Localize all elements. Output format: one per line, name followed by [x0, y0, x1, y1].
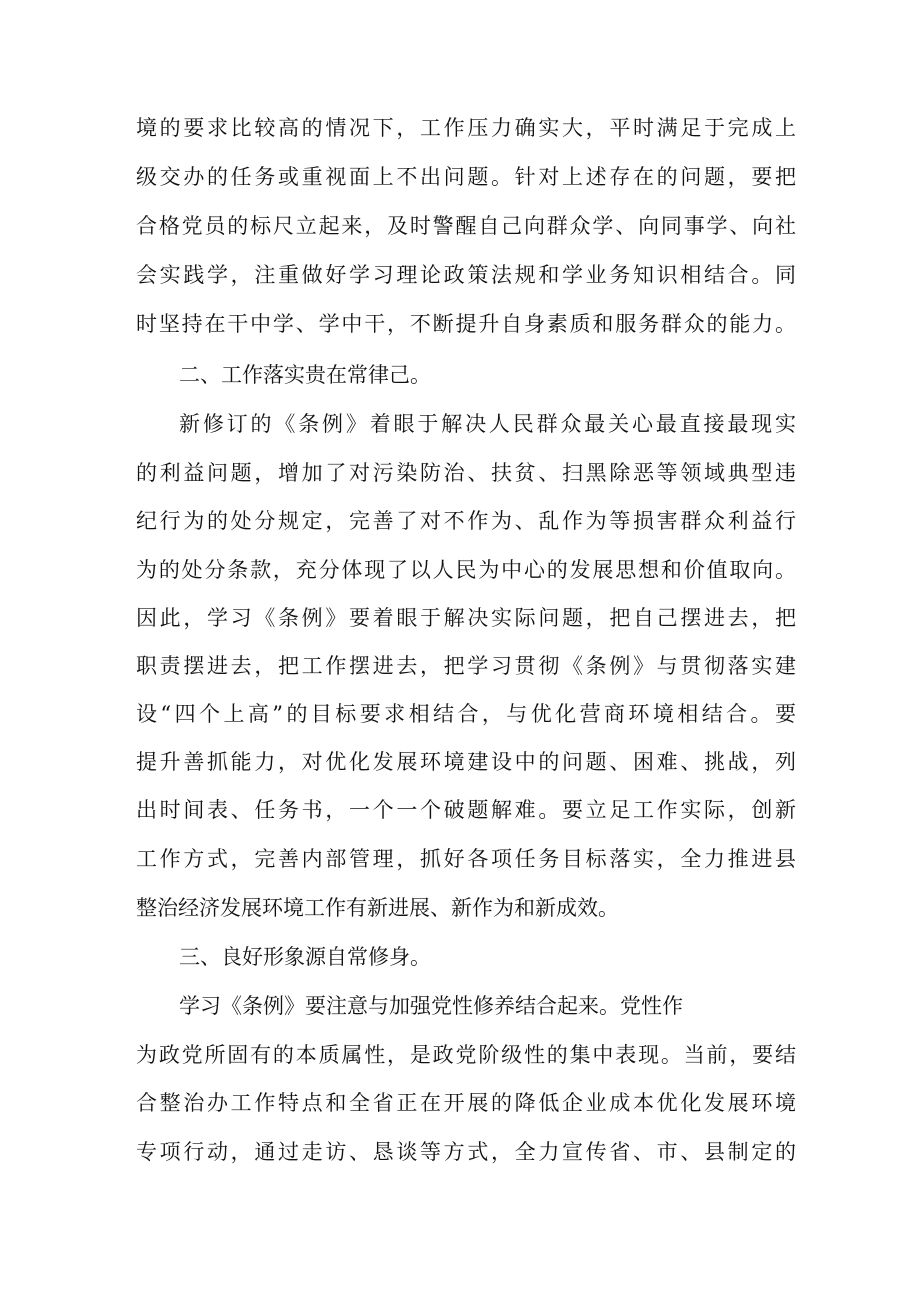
section-heading-2: 二、工作落实贵在常律己。	[179, 363, 431, 387]
paragraph-2-line-4: 为的处分条款，充分体现了以人民为中心的发展思想和价值取向。	[136, 558, 796, 582]
paragraph-2-line-7: 设“四个上高”的目标要求相结合，与优化营商环境相结合。要	[136, 702, 796, 726]
paragraph-1-line-3: 合格党员的标尺立起来，及时警醒自己向群众学、向同事学、向社	[136, 214, 796, 238]
paragraph-1-line-4: 会实践学，注重做好学习理论政策法规和学业务知识相结合。同	[136, 263, 796, 287]
paragraph-2-line-5: 因此，学习《条例》要着眼于解决实际问题，把自己摆进去，把	[136, 606, 796, 630]
paragraph-1-line-2: 级交办的任务或重视面上不出问题。针对上述存在的问题，要把	[136, 165, 796, 189]
paragraph-2-line-9: 出时间表、任务书，一个一个破题解难。要立足工作实际，创新	[136, 798, 796, 822]
paragraph-2-line-1: 新修订的《条例》着眼于解决人民群众最关心最直接最现实	[179, 412, 796, 436]
paragraph-3-line-2: 为政党所固有的本质属性，是政党阶级性的集中表现。当前，要结	[136, 1043, 796, 1067]
paragraph-3-line-3: 合整治办工作特点和全省正在开展的降低企业成本优化发展环境	[136, 1091, 796, 1115]
paragraph-2-line-10: 工作方式，完善内部管理，抓好各项任务目标落实，全力推进县	[136, 847, 796, 871]
paragraph-2-line-3: 纪行为的处分规定，完善了对不作为、乱作为等损害群众利益行	[136, 509, 796, 533]
paragraph-1-line-1: 境的要求比较高的情况下，工作压力确实大，平时满足于完成上	[136, 116, 796, 140]
paragraph-3-line-1: 学习《条例》要注意与加强党性修养结合起来。党性作	[179, 994, 683, 1018]
paragraph-1-line-5: 时坚持在干中学、学中干，不断提升自身素质和服务群众的能力。	[136, 312, 796, 336]
paragraph-2-line-11: 整治经济发展环境工作有新进展、新作为和新成效。	[136, 896, 619, 920]
section-heading-3: 三、良好形象源自常修身。	[179, 945, 431, 969]
paragraph-2-line-6: 职责摆进去，把工作摆进去，把学习贯彻《条例》与贯彻落实建	[136, 654, 796, 678]
paragraph-2-line-8: 提升善抓能力，对优化发展环境建设中的问题、困难、挑战，列	[136, 750, 796, 774]
paragraph-3-line-4: 专项行动，通过走访、恳谈等方式，全力宣传省、市、县制定的	[136, 1140, 796, 1164]
paragraph-2-line-2: 的利益问题，增加了对污染防治、扶贫、扫黑除恶等领域典型违	[136, 461, 796, 485]
